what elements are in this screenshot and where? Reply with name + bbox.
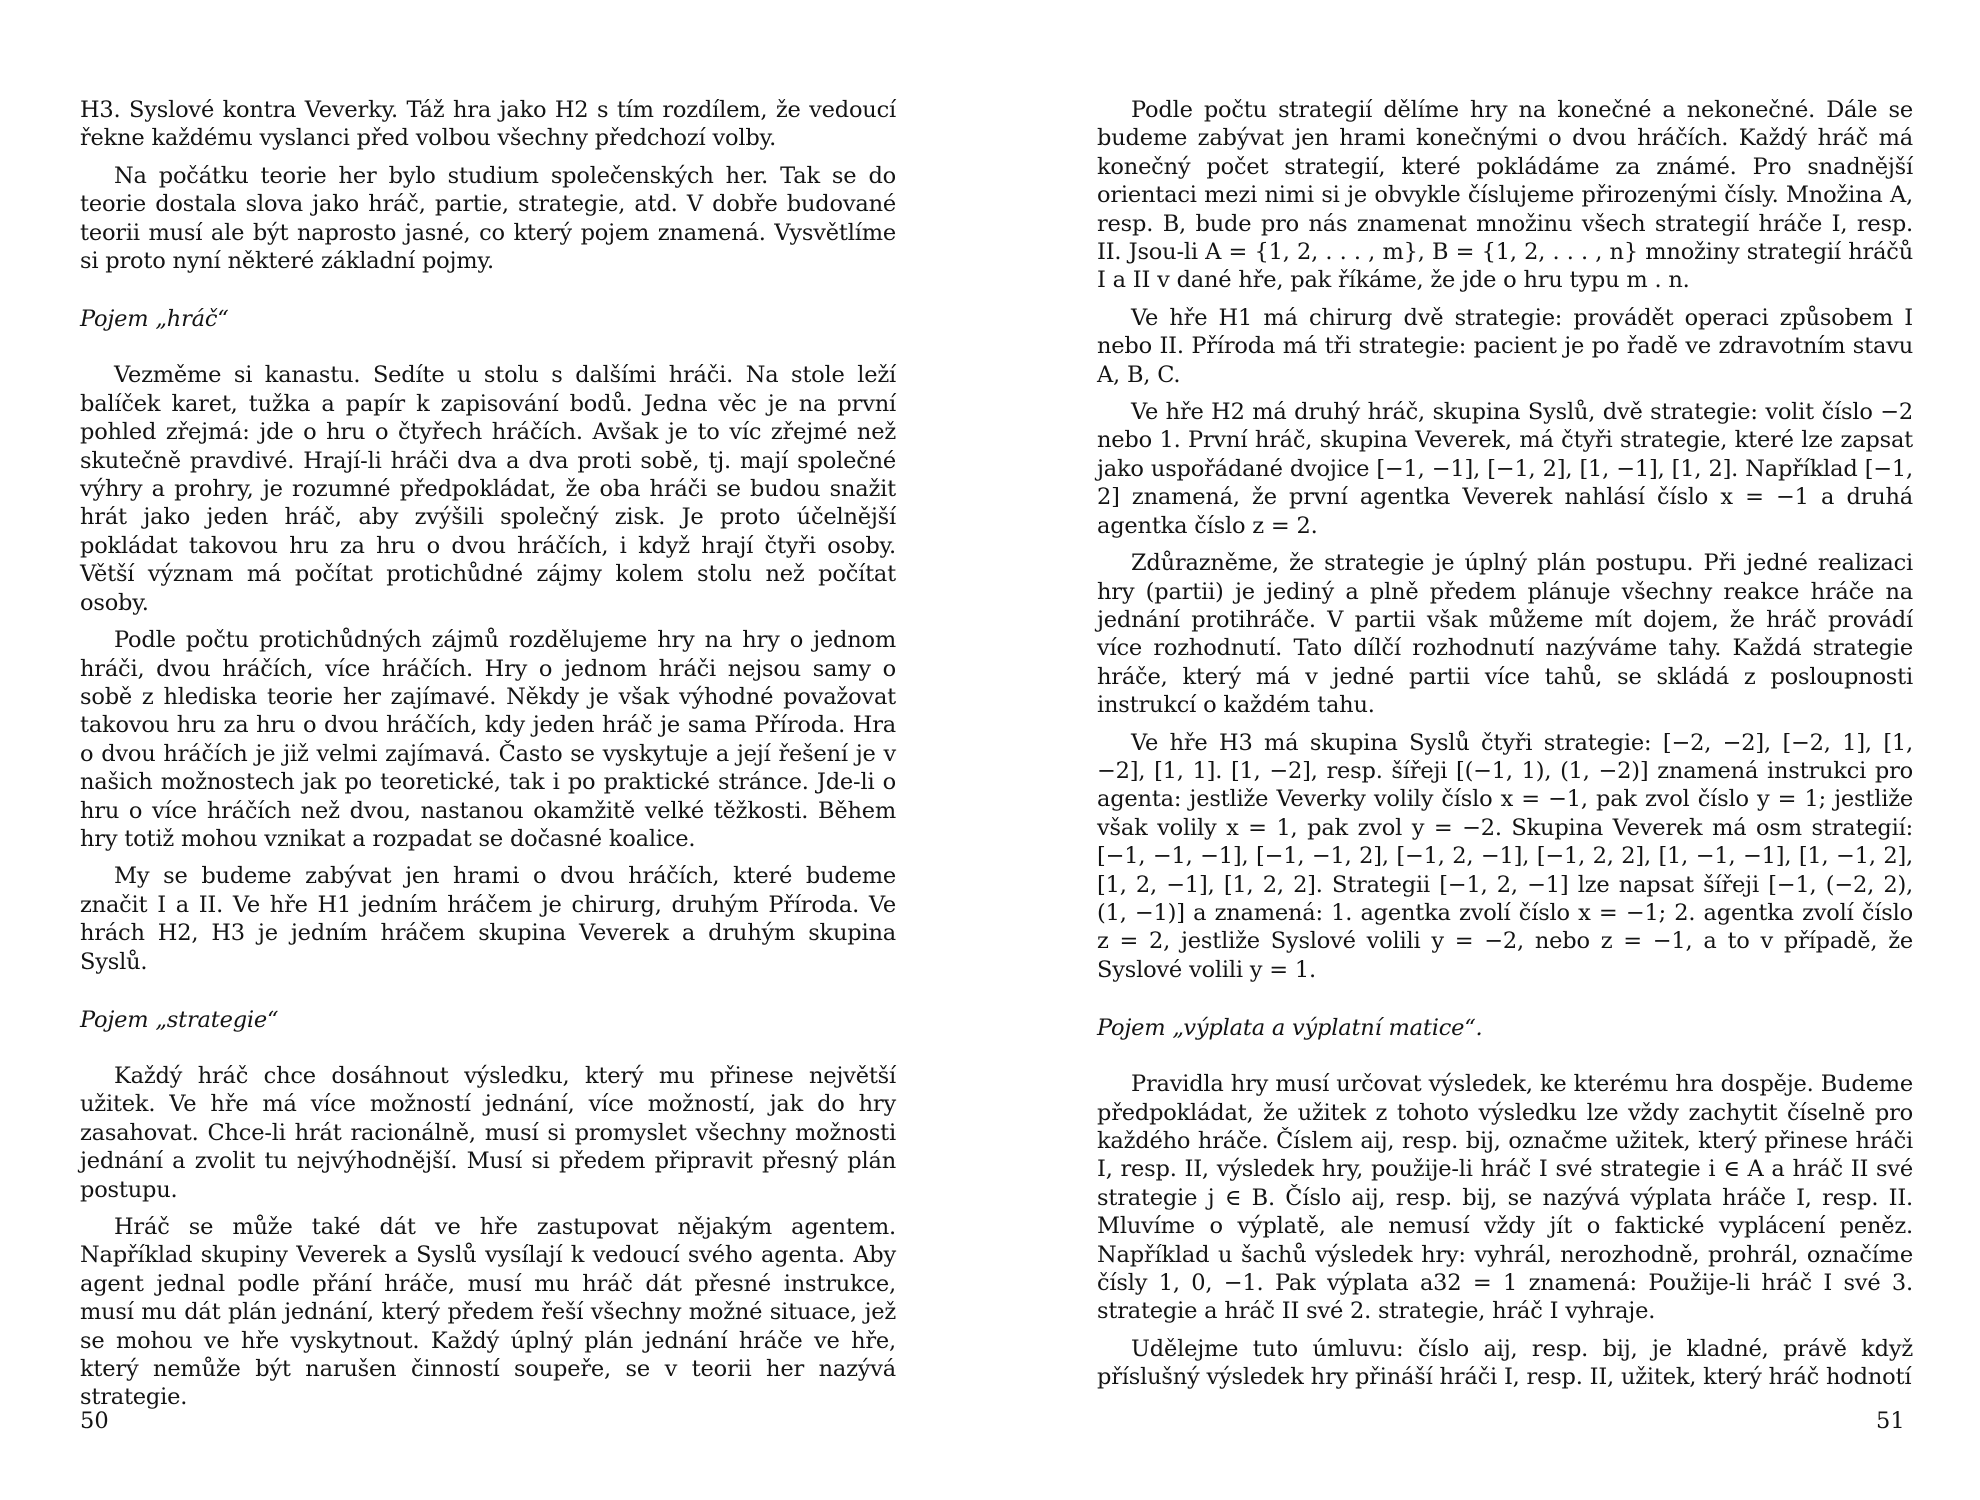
page-number-left: 50 xyxy=(80,1408,109,1434)
section-heading-payoff: Pojem „výplata a výplatní matice“. xyxy=(1097,1015,1483,1042)
paragraph-payoff-rules: Pravidla hry musí určovat výsledek, ke kterému hra dospěje. Budeme předpokládat, že užitek z tohoto výsledku lze vždy zachytit číselně pro každého hráče. Číslem aij, resp. bij, označme užitek, který přinese hráči I, resp. II, výsledek hry, použije-li hráč I své strategie i ∈ A a hráč II své strategie j ∈ B. Číslo aij, resp. bij, se nazývá výplata hráče I, resp. II. Mluvíme o výplatě, ale nemusí vždy jít o faktické vyplácení peněz. Například u šachů výsledek hry: vyhrál, nerozhodně, prohrál, označíme čísly 1, 0, −1. Pak výplata a32 = 1 znamená: Použije-li hráč I své 3. strategie a hráč II své 2. strategie, hráč I vyhraje. xyxy=(1097,1071,1913,1325)
paragraph-opposing-interests: Podle počtu protichůdných zájmů rozdělujeme hry na hry o jednom hráči, dvou hráčích, více hráčích. Hry o jednom hráči nejsou samy o sobě z hlediska teorie her zajímavé. Někdy je však výhodné považovat takovou hru za hru o dvou hráčích, kdy jeden hráč je sama Příroda. Hra o dvou hráčích je již velmi zajímavá. Často se vyskytuje a její řešení je v našich možnostech jak po teoretické, tak i po praktické stránce. Jde-li o hru o více hráčích než dvou, nastanou okamžitě velké těžkosti. Během hry totiž mohou vznikat a rozpadat se dočasné koalice. xyxy=(80,627,896,852)
paragraph-canasta: Vezměme si kanastu. Sedíte u stolu s dalšími hráči. Na stole leží balíček karet, tužka a papír k zapisování bodů. Jedna věc je na první pohled zřejmá: jde o hru o čtyřech hráčích. Avšak je to víc zřejmé než skutečně pravdivé. Hrají-li hráči dva a dva proti sobě, tj. mají společné výhry a prohry, je rozumné předpokládat, že oba hráči se budou snažit hrát jako jeden hráč, aby zvýšili společný zisk. Je proto účelnější pokládat takovou hru za hru o dvou hráčích, i když hrají čtyři osoby. Větší význam má počítat protichůdné zájmy kolem stolu než počítat osoby. xyxy=(80,362,896,616)
paragraph-finite-games: Podle počtu strategií dělíme hry na konečné a nekonečné. Dále se budeme zabývat jen hrami konečnými o dvou hráčích. Každý hráč má konečný počet strategií, které pokládáme za známé. Pro snadnější orientaci mezi nimi si je obvykle číslujeme přirozenými čísly. Množina A, resp. B, bude pro nás znamenat množinu všech strategií hráče I, resp. II. Jsou-li A = {1, 2, . . . , m}, B = {1, 2, . . . , n} množiny strategií hráčů I a II v dané hře, pak říkáme, že jde o hru typu m . n. xyxy=(1097,97,1913,294)
section-heading-player: Pojem „hráč“ xyxy=(80,306,229,333)
left-page xyxy=(80,96,896,1421)
paragraph-h3-definition: H3. Syslové kontra Veverky. Táž hra jako H2 s tím rozdílem, že vedoucí řekne každému vyslanci před volbou všechny předchozí volby. xyxy=(80,97,896,152)
paragraph-convention: Udělejme tuto úmluvu: číslo aij, resp. bij, je kladné, právě když příslušný výsledek hry přináší hráči I, resp. II, užitek, který hráč hodnotí xyxy=(1097,1335,1913,1391)
paragraph-game-theory-origins: Na počátku teorie her bylo studium společenských her. Tak se do teorie dostala slova jako hráč, partie, strategie, atd. V dobře budované teorii musí ale být naprosto jasné, co který pojem znamená. Vysvětlíme si proto nyní některé základní pojmy. xyxy=(80,162,896,275)
right-page xyxy=(1097,96,1913,1401)
paragraph-agent: Hráč se může také dát ve hře zastupovat nějakým agentem. Například skupiny Veverek a Syslů vysílají k vedoucí svého agenta. Aby agent jednal podle přání hráče, musí mu hráč dát přesné instrukce, musí mu dát plán jednání, který předem řeší všechny možné situace, jež se mohou ve hře vyskytnout. Každý úplný plán jednání hráče ve hře, který nemůže být narušen činností soupeře, se v teorii her nazývá strategie. xyxy=(80,1214,896,1411)
paragraph-h1-strategies: Ve hře H1 má chirurg dvě strategie: provádět operaci způsobem I nebo II. Příroda má tři strategie: pacient je po řadě ve zdravotním stavu A, B, C. xyxy=(1097,304,1913,388)
paragraph-h2-strategies: Ve hře H2 má druhý hráč, skupina Syslů, dvě strategie: volit číslo −2 nebo 1. První hráč, skupina Veverek, má čtyři strategie, které lze zapsat jako uspořádané dvojice [−1, −1], [−1, 2], [1, −1], [1, 2]. Například [−1, 2] znamená, že první agentka Veverek nahlásí číslo x = −1 a druhá agentka číslo z = 2. xyxy=(1097,399,1913,539)
paragraph-h3-strategies: Ve hře H3 má skupina Syslů čtyři strategie: [−2, −2], [−2, 1], [1, −2], [1, 1]. [1, −2], resp. šířeji [(−1, 1), (1, −2)] znamená instrukci pro agenta: jestliže Veverky volily číslo x = −1, pak zvol číslo y = 1; jestliže však volily x = 1, pak zvol y = −2. Skupina Veverek má osm strategií: [−1, −1, −1], [−1, −1, 2], [−1, 2, −1], [−1, 2, 2], [1, −1, −1], [1, −1, 2], [1, 2, −1], [1, 2, 2]. Strategii [−1, 2, −1] lze napsat šířeji [−1, (−2, 2), (1, −1)] a znamená: 1. agentka zvolí číslo x = −1; 2. agentka zvolí číslo z = 2, jestliže Syslové volili y = −2, nebo z = −1, a to v případě, že Syslové volili y = 1. xyxy=(1097,729,1913,983)
page-number-right: 51 xyxy=(1876,1408,1905,1434)
paragraph-two-player-games: My se budeme zabývat jen hrami o dvou hráčích, které budeme značit I a II. Ve hře H1 jedním hráčem je chirurg, druhým Příroda. Ve hrách H2, H3 je jedním hráčem skupina Veverek a druhým skupina Syslů. xyxy=(80,863,896,975)
paragraph-best-outcome: Každý hráč chce dosáhnout výsledku, který mu přinese největší užitek. Ve hře má více možností jednání, více možností, jak do hry zasahovat. Chce-li hrát racionálně, musí si promyslet všechny možnosti jednání a zvolit tu nejvýhodnější. Musí si předem připravit přesný plán postupu. xyxy=(80,1062,896,1203)
section-heading-strategy: Pojem „strategie“ xyxy=(80,1006,279,1033)
paragraph-complete-plan: Zdůrazněme, že strategie je úplný plán postupu. Při jedné realizaci hry (partii) je jediný a plně předem plánuje všechny reakce hráče na jednání protihráče. V partii však můžeme mít dojem, že hráč provádí více rozhodnutí. Tato dílčí rozhodnutí nazýváme tahy. Každá strategie hráče, který má v jedné partii více tahů, se skládá z posloupnosti instrukcí o každém tahu. xyxy=(1097,550,1913,719)
